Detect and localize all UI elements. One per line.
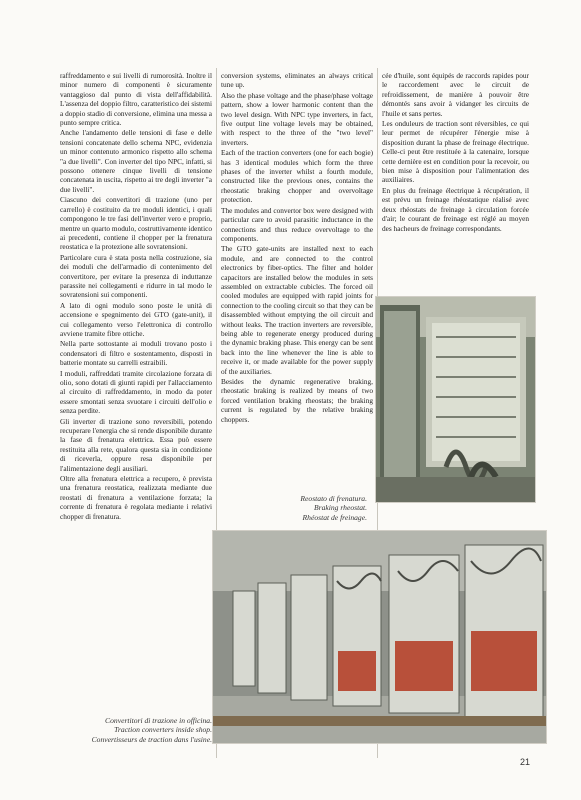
paragraph: En plus du freinage électrique à récupération, il est prévu un freinage rhéostatique réalisé avec deux rhéostats de freinage à circulation forcée d'air; le courant de freinage est réglé au moyen des hacheurs de freinage correspondants. [382,185,529,233]
paragraph: cée d'huile, sont équipés de raccords rapides pour le raccordement avec le circuit de refroidissement, de manière à pouvoir être démontés sans avoir à vidanger les circuits de l'huile et sans pertes. [382,71,529,118]
paragraph: I moduli, raffreddati tramite circolazione forzata di olio, sono dotati di giunti rapidi per l'allacciamento al circuito di raffreddamento, in modo da poter essere smontati senza svuotare i circuiti dell'olio e senza perdite. [60,368,212,416]
page-number: 21 [520,757,531,767]
traction-converters-photo [212,530,547,744]
paragraph: Each of the traction converters (one for each bogie) has 3 identical modules which form the three phases of the inverter whilst a fourth module, constructed like the previous ones, contains the rheostatic braking chopper and overvoltage protection. [221,148,373,205]
caption-line: Convertisseurs de traction dans l'usine. [91,734,212,744]
traction-converters-caption [62,716,212,744]
paragraph: Also the phase voltage and the phase/phase voltage pattern, show a lower harmonic content than the two level design. With NPC type inverters, in fact, five output line voltage levels may be obtained, with respect to the three of the "two level" inverters. [221,90,373,147]
english-text-column [221,71,373,425]
italian-text-column [60,71,212,522]
braking-rheostat-photo [375,296,536,503]
caption-line: Traction converters inside shop. [114,725,212,735]
paragraph: Ciascuno dei convertitori di trazione (uno per carrello) è costituito da tre moduli identici, i quali compongono le tre fasi dell'inverter vero e proprio, mentre un quarto modulo, costruttivamente identico ai precedenti, contiene il chopper per la frenatura reostatica e la protezione alle sovratensioni. [60,195,212,252]
paragraph: The GTO gate-units are installed next to each module, and are connected to the control electronics by fiber-optics. The filter and holder capacitors are installed below the modules in sets assembled on extractable cubicles. The forced oil cooled modules are equipped with rapid joints for connection to the cooling circuit so that they can be disassembled without emptying the oil circuit and without leaks. The traction inverters are reversible, being able to regenerate energy produced during the dynamic braking phase. This energy can be sent back into the line whenever the line is able to receive it, or made available for the power supply of the auxiliaries. [221,244,373,376]
paragraph: The modules and convertor box were designed with particular care to avoid parasitic inductance in the connections and thus reduce overvoltage to the components. [221,205,373,243]
paragraph: Les onduleurs de traction sont réversibles, ce qui leur permet de récupérer l'énergie mise à disposition durant la phase de freinage électrique. Celle-ci peut être restituée à la catenaire, lorsque cette dernière est en condition pour la recevoir, ou bien mise à disposition pour l'alimentation des auxiliaires. [382,119,529,185]
paragraph: Oltre alla frenatura elettrica a recupero, è prevista una frenatura reostatica, realizzata mediante due reostati di frenatura a ventilazione forzata; la corrente di frenatura è regolata mediante i relativi chopper di frenatura. [60,474,212,521]
paragraph: Besides the dynamic regenerative braking, rheostatic braking is realized by means of two forced ventilation braking rheostats; the braking current is regulated by the relative braking choppers. [221,377,373,424]
caption-line: Reostato di frenatura. [300,494,367,503]
paragraph: conversion systems, eliminates an always critical tune up. [221,71,373,90]
paragraph: Nella parte sottostante ai moduli trovano posto i condensatori di filtro e sostentamento, disposti in batterie montate su carrelli estraibili. [60,339,212,368]
caption-line: Convertitori di trazione in officina. [105,716,212,725]
caption-line: Braking rheostat. [313,503,367,513]
paragraph: Gli inverter di trazione sono reversibili, potendo recuperare l'energia che si rende disponibile durante la fase di frenatura elettrica. Essa può essere restituita alla rete, qualora questa sia in condizione di riceverla, oppure resa disponibile per l'alimentazione degli ausiliari. [60,416,212,473]
paragraph: Anche l'andamento delle tensioni di fase e delle tensioni concatenate dello schema NPC, evidenzia un minor contenuto armonico rispetto allo schema "a due livelli". Con inverter del tipo NPC, infatti, si possono ottenere cinque livelli di tensione concatenata in uscita, rispetto ai tre degli inverter "a due livelli". [60,128,212,194]
paragraph: A lato di ogni modulo sono poste le unità di accensione e spegnimento dei GTO (gate-unit), il cui collegamento verso l'elettronica di controllo avviene tramite fibre ottiche. [60,300,212,338]
paragraph: Particolare cura è stata posta nella costruzione, sia dei moduli che dell'armadio di contenimento del convertitore, per evitare la presenza di induttanze parassite nei collegamenti e ridurre in tal modo le sovratensioni sui componenti. [60,252,212,300]
caption-line: Rhéostat de freinage. [302,512,367,522]
braking-rheostat-caption [262,494,367,522]
paragraph: raffreddamento e sui livelli di rumorosità. Inoltre il minor numero di componenti è sicuramente vantaggioso dal punto di vista dell'affidabilità. L'assenza del doppio filtro, caratteristico dei sistemi a doppio stadio di conversione, elimina una messa a punto sempre critica. [60,71,212,128]
french-text-column [382,71,529,234]
